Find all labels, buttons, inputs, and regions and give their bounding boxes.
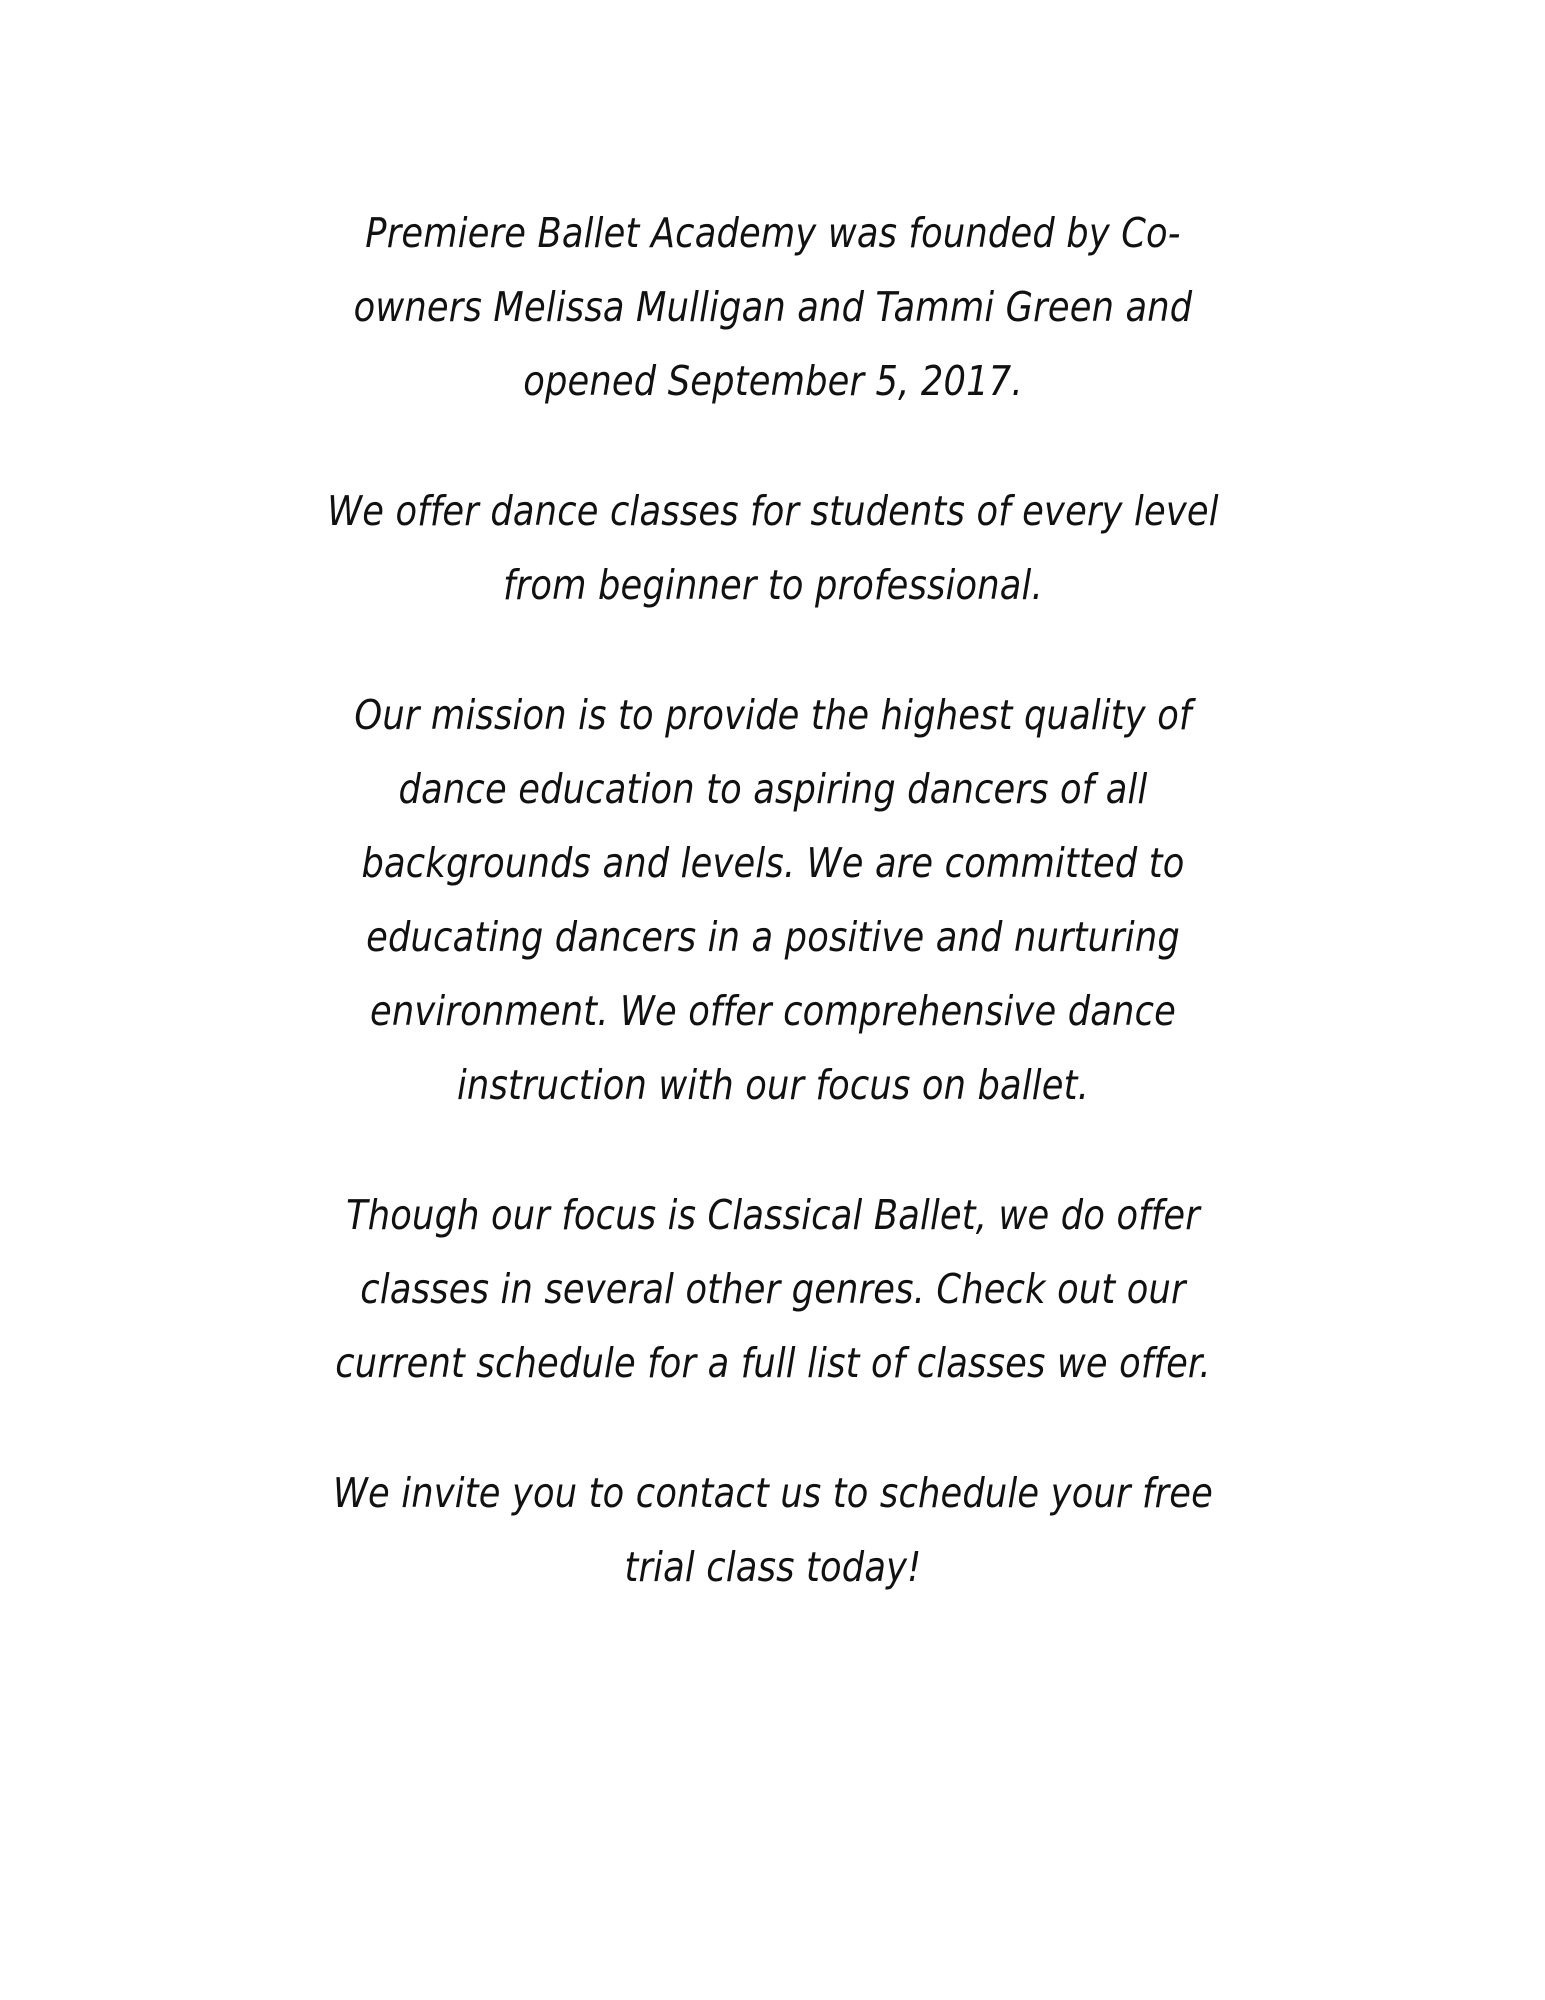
paragraph-mission: Our mission is to provide the highest quality of dance education to aspiring dancers of all backgrounds and levels. We are committed to educating dancers in a positive and nurturing environment. We offer comprehensive dance instruction with our focus on ballet. [353,691,1192,1109]
paragraph-genres: Though our focus is Classical Ballet, we do offer classes in several other genres. Check out our current schedule for a full list of classes we offer. [334,1191,1211,1387]
paragraph-invitation: We invite you to contact us to schedule your free trial class today! [332,1469,1213,1591]
paragraph-founding: Premiere Ballet Academy was founded by Co-owners Melissa Mulligan and Tammi Green and opened September 5, 2017. [353,209,1192,405]
document-body [228,196,1318,1604]
paragraph-offerings: We offer dance classes for students of every level from beginner to professional. [326,487,1219,609]
